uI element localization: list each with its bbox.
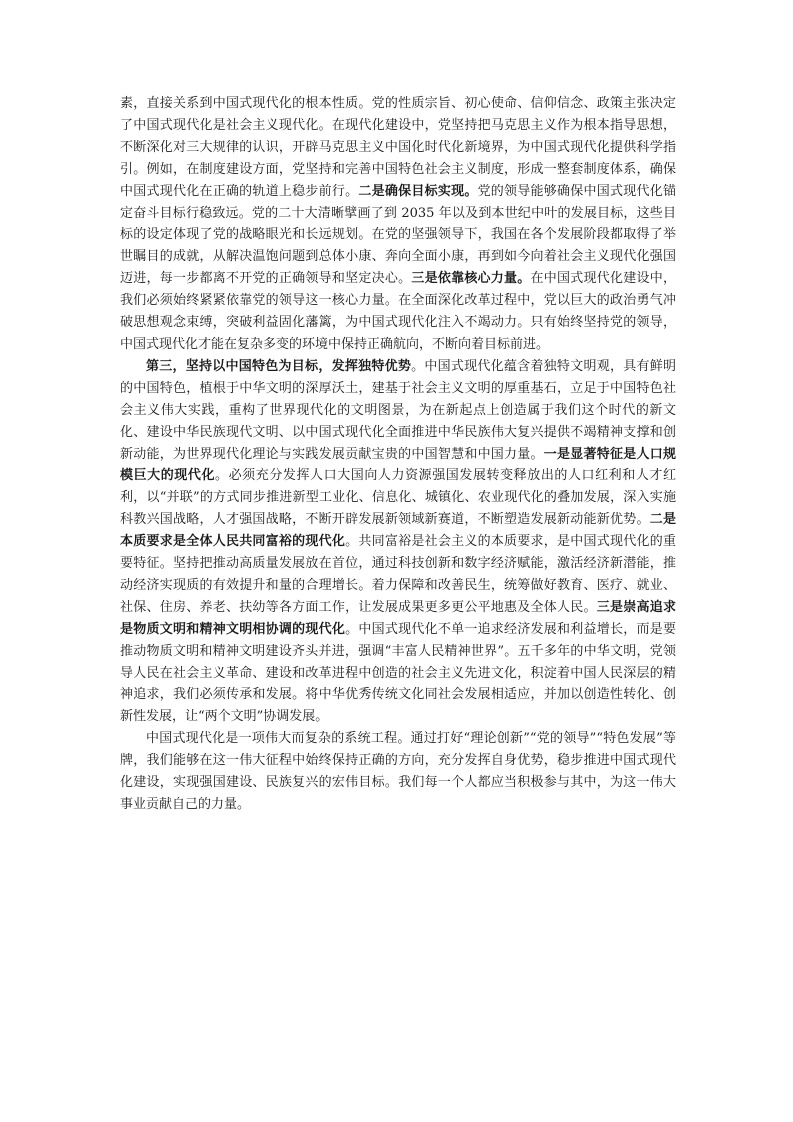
- text-run: 。中国式现代化不单一追求经济发展和利益增长，而是要推动物质文明和精神文明建设齐头并进，强调“丰富人民精神世界”。五千多年的中华文明，党领导人民在社会主义革命、建设和改革进程中创造的社会主义先进文化，积淀着中国人民深层的精神追求，我们必须传承和发展。将中华优秀传统文化同社会发展相适应，并加以创造性转化、创新性发展，让“两个文明”协调发展。: [120, 621, 676, 725]
- bold-heading-run: 二是确保目标实现。: [358, 183, 478, 199]
- bold-heading-run: 三是崇高追求是物质文明和精神文明相协调的现代化: [120, 599, 676, 637]
- document-body: [120, 93, 676, 816]
- text-run: 在中国式现代化建设中，我们必须始终紧紧依靠党的领导这一核心力量。在全面深化改革过程中，党以巨大的政治勇气冲破思想观念束缚，突破利益固化藩篱，为中国式现代化注入不竭动力。只有始终坚持党的领导，中国式现代化才能在复杂多变的环境中保持正确航向，不断向着目标前进。: [120, 271, 676, 352]
- text-run: 中国式现代化是一项伟大而复杂的系统工程。通过打好“理论创新”“党的领导”“特色发展”等牌，我们能够在这一伟大征程中始终保持正确的方向，充分发挥自身优势，稳步推进中国式现代化建设，实现强国建设、民族复兴的宏伟目标。我们每一个人都应当积极参与其中，为这一伟大事业贡献自己的力量。: [120, 731, 676, 812]
- text-run: 素，直接关系到中国式现代化的根本性质。党的性质宗旨、初心使命、信仰信念、政策主张决定了中国式现代化是社会主义现代化。在现代化建设中，党坚持把马克思主义作为根本指导思想，不断深化对三大规律的认识，开辟马克思主义中国化时代化新境界，为中国式现代化提供科学指引。例如，在制度建设方面，党坚持和完善中国特色社会主义制度，形成一整套制度体系，确保中国式现代化在正确的轨道上稳步前行。: [120, 96, 676, 199]
- paragraph-3: [120, 728, 676, 816]
- text-run: 。必须充分发挥人口大国向人力资源强国发展转变释放出的人口红利和人才红利，以“并联”的方式同步推进新型工业化、信息化、城镇化、农业现代化的叠加发展，深入实施科教兴国战略，人才强国战略，不断开辟发展新领域新赛道，不断塑造发展新动能新优势。: [120, 468, 676, 528]
- text-run: 党的领导能够确保中国式现代化锚定奋斗目标行稳致远。党的二十大清晰擘画了到 2035 年以及到本世纪中叶的发展目标，这些目标的设定体现了党的战略眼光和长远规划。在党的坚强领导下，我国在各个发展阶段都取得了举世瞩目的成就，从解决温饱问题到总体小康、奔向全面小康，再到如今向着社会主义现代化强国迈进，每一步都离不开党的正确领导和坚定决心。: [120, 183, 676, 287]
- bold-heading-run: 三是依靠核心力量。: [411, 271, 531, 287]
- bold-heading-run: 一是显著特征是人口规模巨大的现代化: [120, 446, 676, 484]
- text-run: 。共同富裕是社会主义的本质要求，是中国式现代化的重要特征。坚持把推动高质量发展放在首位，通过科技创新和数字经济赋能，激活经济新潜能，推动经济实现质的有效提升和量的合理增长。着力保障和改善民生，统筹做好教育、医疗、就业、社保、住房、养老、扶幼等各方面工作，让发展成果更多更公平地惠及全体人民。: [120, 534, 676, 615]
- paragraph-2: [120, 356, 676, 728]
- text-run: 。中国式现代化蕴含着独特文明观，具有鲜明的中国特色，植根于中华文明的深厚沃土，建基于社会主义文明的厚重基石，立足于中国特色社会主义伟大实践，重构了世界现代化的文明图景，为在新起点上创造属于我们这个时代的新文化、建设中华民族现代文明、以中国式现代化全面推进中华民族伟大复兴提供不竭精神支撑和创新动能，为世界现代化理论与实践发展贡献宝贵的中国智慧和中国力量。: [120, 358, 676, 462]
- paragraph-1: [120, 93, 676, 356]
- bold-heading-run: 第三，坚持以中国特色为目标，发挥独特优势: [146, 358, 412, 374]
- bold-heading-run: 二是本质要求是全体人民共同富裕的现代化: [120, 512, 676, 550]
